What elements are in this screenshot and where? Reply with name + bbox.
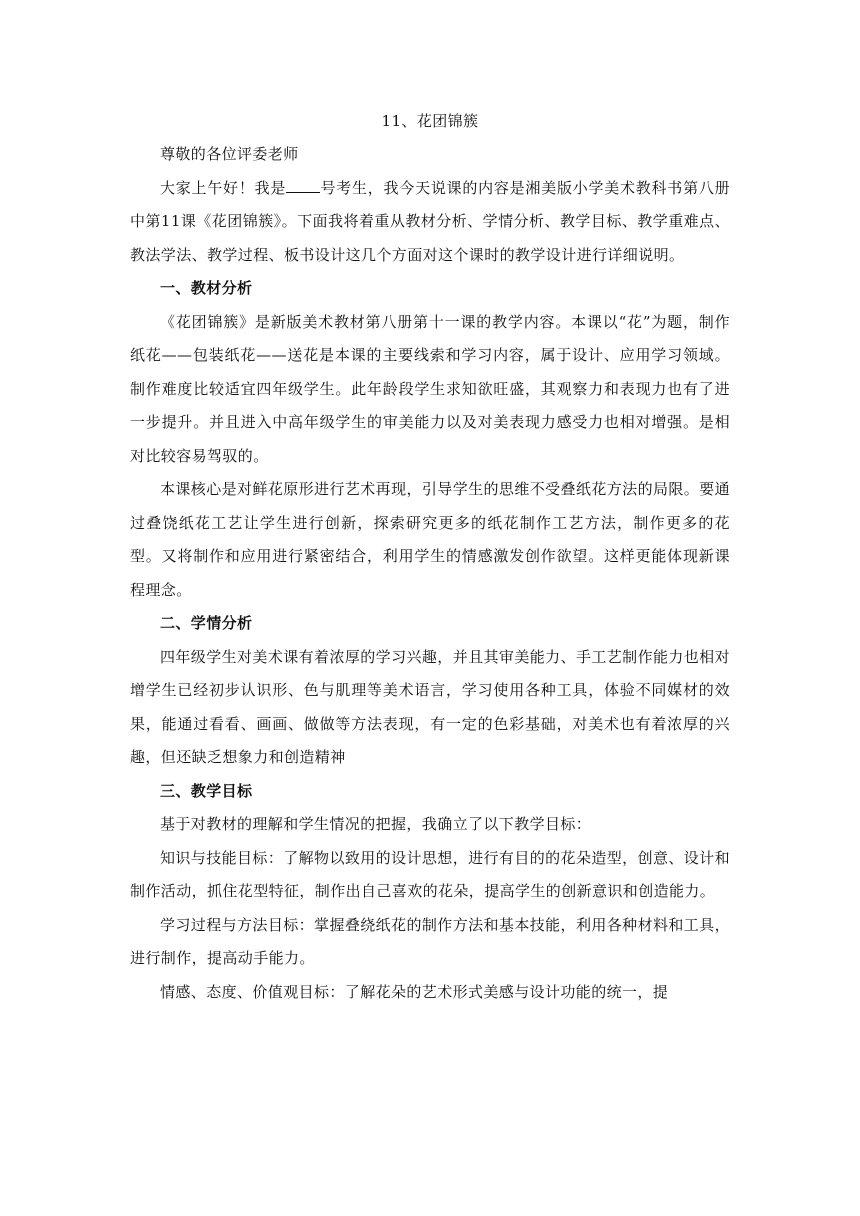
greeting-line: 尊敬的各位评委老师 [160,145,299,163]
process-method-goal: 学习过程与方法目标：掌握叠绕纸花的制作方法和基本技能，利用各种材料和工具，进行制作，提高动手能力。 [130,915,730,967]
teaching-goals-intro: 基于对教材的理解和学生情况的把握，我确立了以下教学目标： [160,815,592,833]
document-page [130,104,730,1009]
section-heading-teaching-goals: 三、教学目标 [160,781,253,800]
textbook-analysis-paragraph-2: 本课核心是对鲜花原形进行艺术再现，引导学生的思维不受叠纸花方法的局限。要通过叠饶纸花工艺让学生进行创新，探索研究更多的纸花制作工艺方法，制作更多的花型。又将制作和应用进行紧密结合，利用学生的情感激发创作欲望。这样更能体现新课程理念。 [130,480,730,599]
section-heading-student-analysis: 二、学情分析 [160,614,253,632]
document-title: 11、花团锦簇 [381,112,479,130]
candidate-number-blank [286,178,320,193]
student-analysis-paragraph: 四年级学生对美术课有着浓厚的学习兴趣，并且其审美能力、手工艺制作能力也相对增学生已经初步认识形、色与肌理等美术语言，学习使用各种工具，体验不同媒材的效果，能通过看看、画画、做做等方法表现，有一定的色彩基础，对美术也有着浓厚的兴趣，但还缺乏想象力和创造精神 [130,647,730,766]
knowledge-skill-goal: 知识与技能目标：了解物以致用的设计思想，进行有目的的花朵造型，创意、设计和制作活动，抓住花型特征，制作出自己喜欢的花朵，提高学生的创新意识和创造能力。 [130,848,730,900]
section-heading-textbook-analysis: 一、教材分析 [160,279,253,297]
intro-text-start: 大家上午好！我是 [160,178,287,197]
intro-paragraph [130,172,730,273]
emotion-attitude-goal: 情感、态度、价值观目标：了解花朵的艺术形式美感与设计功能的统一，提 [160,982,669,1001]
intro-text-rest: 号考生，我今天说课的内容是湘美版小学美术教科书第八册中第11课《花团锦簇》。下面我将着重从教材分析、学情分析、教学目标、教学重难点、教法学法、教学过程、板书设计这几个方面对这个课时的教学设计进行详细说明。 [130,178,731,264]
textbook-analysis-paragraph-1: 《花团锦簇》是新版美术教材第八册第十一课的教学内容。本课以“花”为题，制作纸花——包装纸花——送花是本课的主要线索和学习内容，属于设计、应用学习领域。制作难度比较适宜四年级学生。此年龄段学生求知欲旺盛，其观察力和表现力也有了进一步提升。并且进入中高年级学生的审美能力以及对美表现力感受力也相对增强。是相对比较容易驾驭的。 [130,312,730,465]
